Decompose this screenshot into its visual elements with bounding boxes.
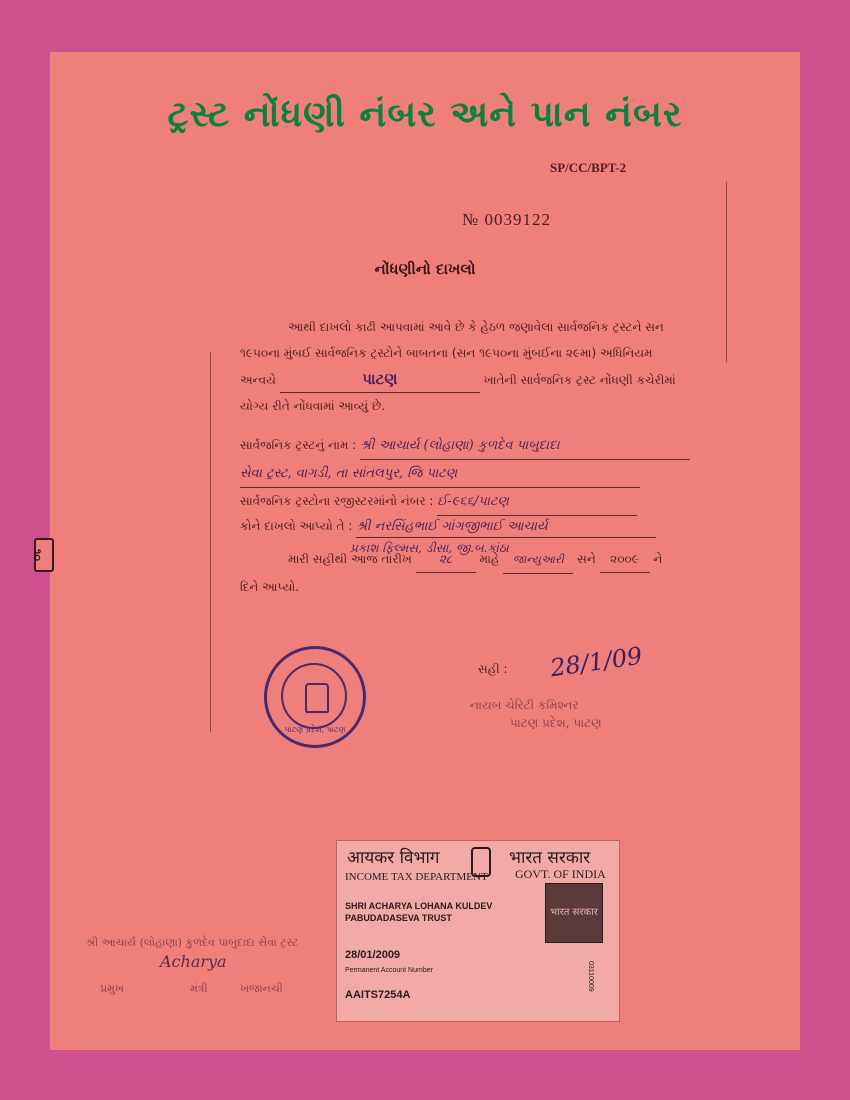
date-month: જાન્યુઆરી — [503, 547, 573, 574]
trust-name-value-cont: સેવા ટ્રસ્ટ, વાગડી, તા સાંતલપુર, જિ પાટણ — [240, 461, 640, 488]
trust-details — [240, 432, 700, 558]
trust-name-value: શ્રી આચાર્ય (લોહાણા) કુળદેવ પાબુદાદા — [360, 433, 690, 460]
declaration-prefix: અન્વયે — [240, 373, 276, 387]
declaration-line-3 — [240, 366, 680, 393]
trust-name-row — [240, 432, 700, 460]
signature-label: સહી : — [478, 662, 508, 676]
issued-to-label: કોને દાખલો આપ્યો તે : — [240, 519, 353, 533]
officer-designation: નાયબ ચેરિટી કમિશ્નર — [470, 698, 579, 712]
pan-dept-english: INCOME TAX DEPARTMENT — [345, 871, 488, 883]
declaration-line-1: આથી દાખલો કાઢી આપવામાં આવે છે કે હેઠળ જણાવેલા સાર્વજનિક ટ્રસ્ટને સન — [288, 320, 664, 334]
page-title: ટ્રસ્ટ નોંધણી નંબર અને પાન નંબર — [167, 94, 683, 135]
national-emblem-icon — [305, 683, 329, 713]
date-suffix: ને — [653, 552, 663, 566]
certificate-serial-number: № 0039122 — [462, 210, 551, 229]
issued-to-address: પ્રકાશ ફિલ્મસ, ડીસા, જી.બ.કાંઠા — [350, 541, 509, 555]
issued-to-row — [240, 516, 700, 538]
declaration-suffix: ખાતેની સાર્વજનિક ટ્રસ્ટ નોંધણી કચેરીમાં — [483, 373, 676, 387]
page-number-tab: ૧૦ — [34, 538, 54, 572]
trust-stamp-secretary: મંત્રી — [190, 982, 208, 995]
pan-side-code: 03110009 — [587, 961, 594, 992]
register-row — [240, 488, 700, 516]
certificate-heading: નોંધણીનો દાખલો — [374, 260, 476, 278]
pan-holder-name-2: PABUDADASEVA TRUST — [345, 913, 452, 923]
pan-card — [336, 840, 620, 1022]
pan-photo — [545, 883, 603, 943]
pan-number: AAITS7254A — [345, 989, 411, 1001]
officer-office: પાટણ પ્રદેશ, પાટણ — [510, 716, 602, 730]
register-label: સાર્વજનિક ટ્રસ્ટોના રજીસ્ટરમાંનો નંબર : — [240, 494, 434, 508]
registration-office-value: પાટણ — [280, 366, 480, 393]
trust-stamp-treasurer: ખજાનચી — [240, 982, 283, 995]
seal-inner-ring — [281, 663, 347, 729]
register-number-value: ઈ-૯૬૬/પાટણ — [437, 489, 637, 516]
pan-photo-text: भारत सरकार — [550, 907, 598, 918]
date-day: ૨૮ — [416, 546, 476, 573]
date-statement — [240, 546, 700, 600]
pan-govt-english: GOVT. OF INDIA — [515, 867, 606, 881]
issued-to-value: શ્રી નરસિંહભાઈ ગાંગજીભાઈ આચાર્ય — [356, 517, 656, 538]
margin-rule — [210, 352, 211, 732]
pan-number-label: Permanent Account Number — [345, 967, 433, 974]
trust-name-label: સાર્વજનિક ટ્રસ્ટનું નામ : — [240, 438, 357, 452]
form-code: SP/CC/BPT-2 — [550, 160, 627, 175]
pan-dept-hindi: आयकर विभाग — [347, 848, 440, 868]
pan-govt-hindi: भारत सरकार — [509, 848, 591, 868]
officer-signature: 28/1/09 — [548, 641, 645, 683]
trust-name-row-2 — [240, 460, 700, 488]
date-line — [240, 546, 700, 574]
official-seal — [264, 646, 366, 748]
trust-stamp-signature: Acharya — [160, 952, 227, 971]
date-month-label: માહે — [479, 552, 500, 566]
pan-issue-date: 28/01/2009 — [345, 949, 401, 961]
document-page — [31, 52, 800, 1050]
seal-text: પાટણ પ્રદેશ, પાટણ — [284, 725, 346, 734]
trust-stamp-president: પ્રમુખ — [100, 982, 124, 995]
date-prefix: મારી સહીથી આજ તારીખ — [288, 552, 412, 566]
declaration-line-4: યોગ્ય રીતે નોંધવામાં આવ્યું છે. — [240, 399, 386, 413]
pan-holder-name-1: SHRI ACHARYA LOHANA KULDEV — [345, 901, 493, 911]
date-line-2: દિને આપ્યો. — [240, 580, 300, 594]
declaration-line-2: ૧૯૫૦ના મુંબઈ સાર્વજનિક ટ્રસ્ટોને બાબતના (સન ૧૯૫૦ના મુંબઈના ૨૯મા) અધિનિયમ — [240, 346, 653, 360]
margin-rule-right — [726, 182, 727, 362]
date-year: ૨૦૦૯ — [600, 546, 650, 573]
date-year-label: સને — [577, 552, 596, 566]
declaration-paragraph — [240, 314, 680, 419]
trust-stamp-line-1: શ્રી આચાર્ય (લોહાણા) કુળદેવ પાબુદાદા સેવા ટ્રસ્ટ — [86, 936, 299, 949]
